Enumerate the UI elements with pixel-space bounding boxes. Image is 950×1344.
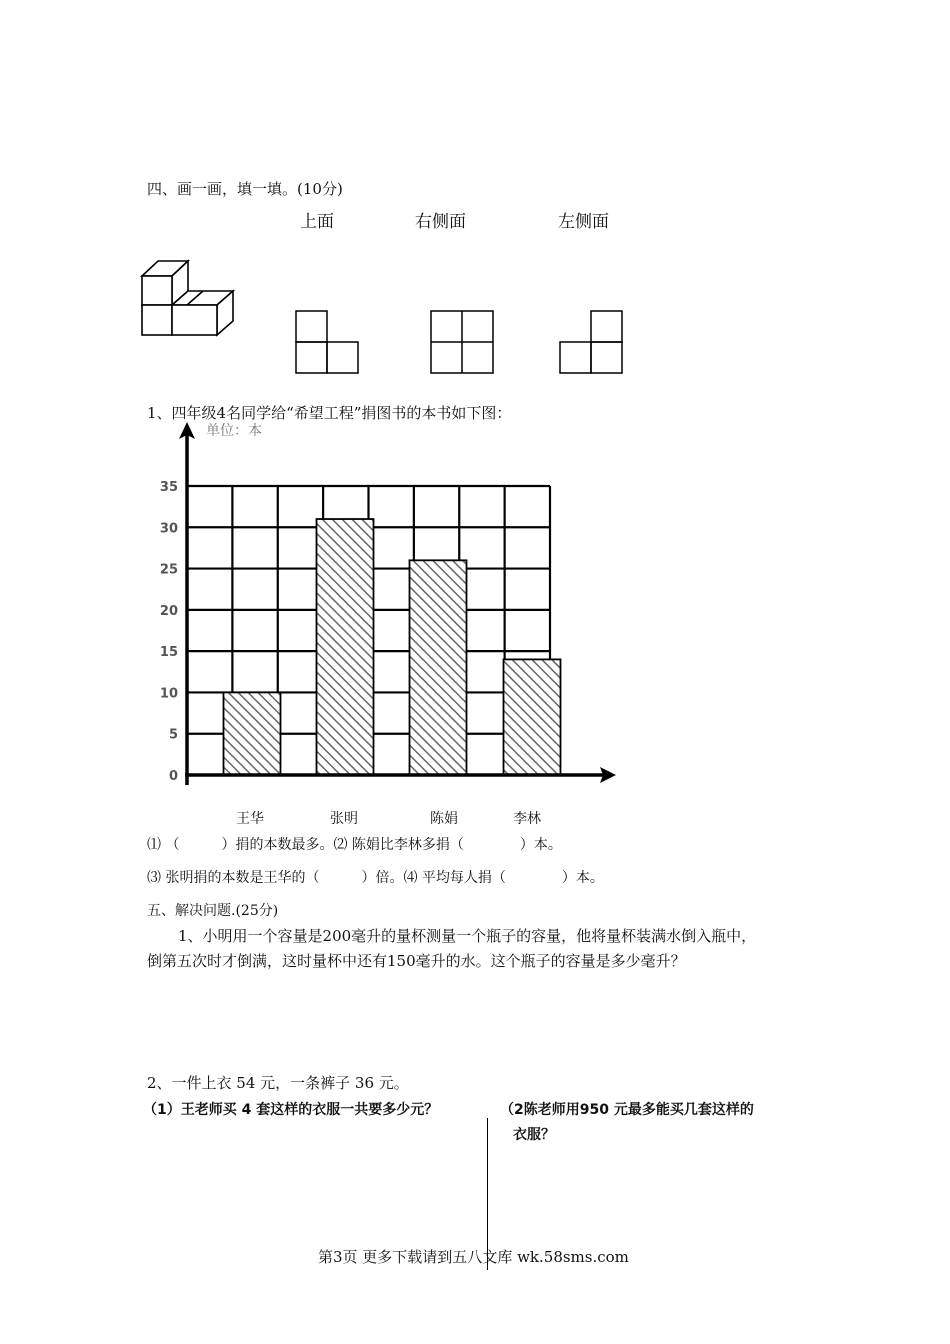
- y-tick-label: 30: [159, 521, 178, 537]
- y-tick-label: 15: [159, 645, 178, 661]
- problem2-question1: （1）王老师买 4 套这样的衣服一共要多少元？: [143, 1102, 439, 1118]
- page-footer: 第3页 更多下载请到五八文库 wk.58sms.com: [318, 1248, 629, 1266]
- bar-张明: [317, 519, 374, 775]
- section5-title: 五、解决问题.(25分): [147, 903, 279, 919]
- q1-subquestions-2: ⑶ 张明捐的本数是王华的（ ）倍。⑷ 平均每人捐（ ）本。: [147, 870, 604, 886]
- problem1-line2: 倒第五次时才倒满，这时量杯中还有150毫升的水。这个瓶子的容量是多少毫升？: [147, 952, 686, 970]
- bar-王华: [224, 692, 281, 775]
- view-label-left: 左侧面: [558, 212, 609, 232]
- view-label-top: 上面: [300, 212, 334, 232]
- problem2-intro: 2、一件上衣 54 元，一条裤子 36 元。: [147, 1074, 409, 1092]
- category-label: 张明: [330, 811, 358, 827]
- q1-intro: 1、四年级4名同学给“希望工程”捐图书的本书如下图：: [147, 404, 512, 422]
- problem1-line1: 1、小明用一个容量是200毫升的量杯测量一个瓶子的容量，他将量杯装满水倒入瓶中，: [178, 927, 757, 945]
- section4-title: 四、画一画，填一填。(10分): [147, 180, 343, 198]
- bar-陈娟: [410, 560, 467, 775]
- y-tick-label: 25: [159, 562, 178, 578]
- category-label: 李林: [513, 811, 541, 827]
- y-tick-label: 5: [168, 727, 178, 743]
- y-tick-label: 0: [168, 769, 178, 784]
- q1-subquestions-1: ⑴ （ ）捐的本数最多。⑵ 陈娟比李林多捐（ ）本。: [147, 837, 562, 853]
- bar-李林: [504, 659, 561, 775]
- problem2-question2-line1: （2陈老师用950 元最多能买几套这样的: [500, 1102, 754, 1118]
- y-tick-label: 10: [159, 686, 178, 702]
- category-label: 陈娟: [430, 811, 458, 827]
- y-tick-label: 20: [159, 603, 178, 619]
- y-tick-label: 35: [159, 480, 178, 495]
- problem2-question2-line2: 衣服？: [513, 1127, 555, 1143]
- view-label-right: 右侧面: [415, 212, 466, 232]
- category-label: 王华: [236, 811, 264, 827]
- chart-title: 单位：本: [206, 423, 262, 439]
